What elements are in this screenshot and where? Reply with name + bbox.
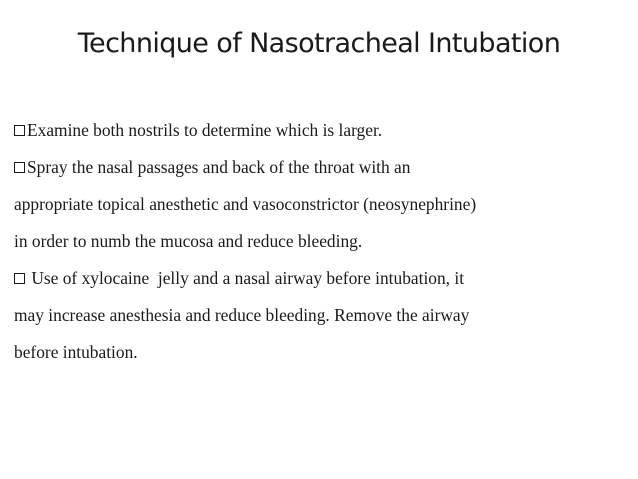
bullet-line — [14, 112, 630, 149]
checkbox-bullet-icon — [14, 273, 25, 284]
slide-body — [14, 112, 630, 371]
bullet-line: in order to numb the mucosa and reduce bleeding. — [14, 231, 363, 251]
bullet-item-2 — [14, 149, 630, 260]
bullet-line — [14, 260, 630, 297]
bullet-text: Use of xylocaine jelly and a nasal airway before intubation, it — [27, 268, 465, 288]
bullet-item-1 — [14, 112, 630, 149]
bullet-line: before intubation. — [14, 342, 138, 362]
checkbox-bullet-icon — [14, 162, 25, 173]
bullet-text: Examine both nostrils to determine which is larger. — [27, 120, 383, 140]
slide-title: Technique of Nasotracheal Intubation — [77, 28, 561, 59]
bullet-line: appropriate topical anesthetic and vasoconstrictor (neosynephrine) — [14, 194, 477, 214]
bullet-line: may increase anesthesia and reduce bleeding. Remove the airway — [14, 305, 470, 325]
bullet-text: Spray the nasal passages and back of the throat with an — [27, 157, 411, 177]
checkbox-bullet-icon — [14, 125, 25, 136]
bullet-line — [14, 149, 630, 186]
bullet-item-3 — [14, 260, 630, 371]
